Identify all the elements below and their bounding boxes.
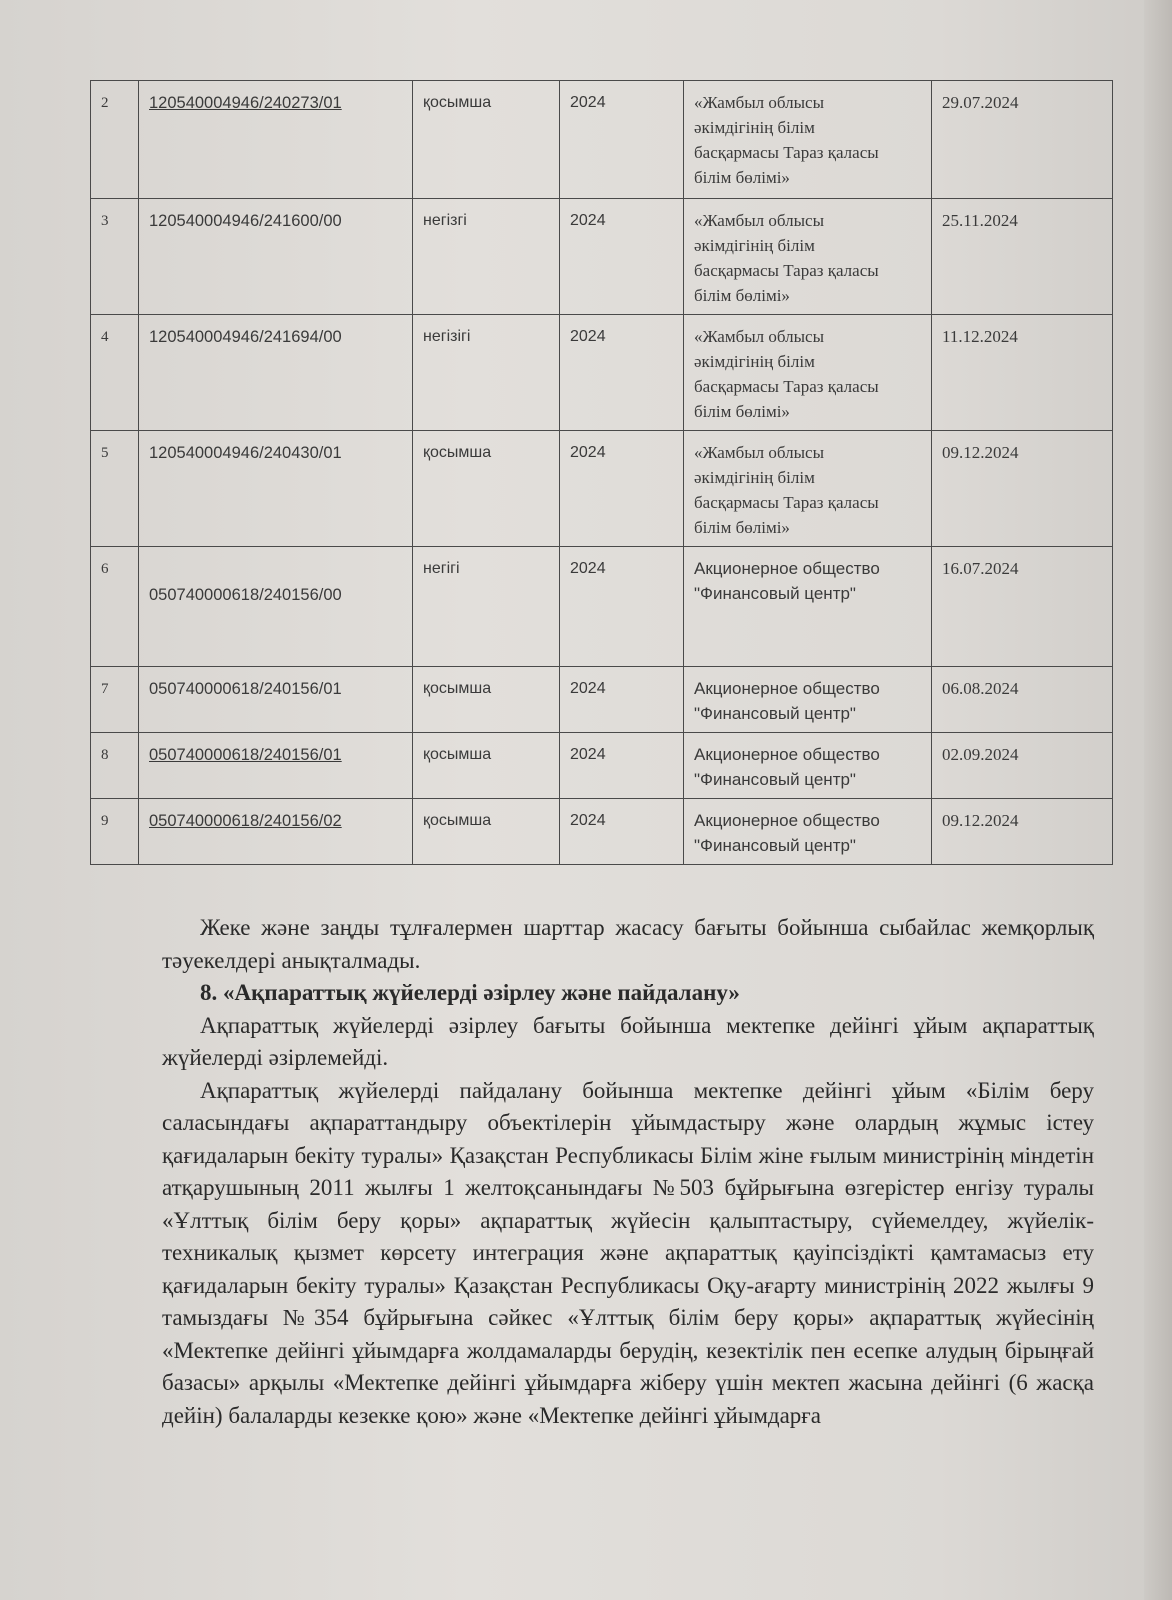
organization-line: «Жамбыл облысы xyxy=(694,211,825,230)
organization-line: әкімдігінің білім xyxy=(694,118,815,137)
organization-line: "Финансовый центр" xyxy=(694,836,856,855)
table-row xyxy=(91,547,1113,667)
organization-line: «Жамбыл облысы xyxy=(694,93,825,112)
year-cell: 2024 xyxy=(560,199,684,315)
date-cell: 09.12.2024 xyxy=(932,799,1113,865)
contract-id: 050740000618/240156/00 xyxy=(149,586,342,604)
organization-cell xyxy=(684,199,932,315)
organization-line: Акционерное общество xyxy=(694,559,880,578)
year-cell: 2024 xyxy=(560,81,684,199)
organization-cell xyxy=(684,547,932,667)
row-number-cell: 8 xyxy=(91,733,139,799)
organization-line: Акционерное общество xyxy=(694,679,880,698)
contract-id: 050740000618/240156/01 xyxy=(149,746,342,764)
contract-id-cell xyxy=(139,199,413,315)
date-cell: 09.12.2024 xyxy=(932,431,1113,547)
contract-type-cell: қосымша xyxy=(413,733,560,799)
organization-cell xyxy=(684,431,932,547)
year-cell: 2024 xyxy=(560,799,684,865)
contract-id: 120540004946/240273/01 xyxy=(149,94,342,112)
organization-line: білім бөлімі» xyxy=(694,518,790,537)
year-cell: 2024 xyxy=(560,315,684,431)
organization-line: білім бөлімі» xyxy=(694,168,790,187)
year-cell: 2024 xyxy=(560,733,684,799)
page-edge xyxy=(1144,0,1172,1600)
row-number-cell: 7 xyxy=(91,667,139,733)
row-number-cell: 3 xyxy=(91,199,139,315)
table-row xyxy=(91,667,1113,733)
table-row xyxy=(91,733,1113,799)
contract-id: 050740000618/240156/02 xyxy=(149,812,342,830)
organization-line: Акционерное общество xyxy=(694,811,880,830)
table-row xyxy=(91,199,1113,315)
table-row xyxy=(91,81,1113,199)
row-number-cell: 9 xyxy=(91,799,139,865)
contract-type-cell: қосымша xyxy=(413,81,560,199)
contract-id: 050740000618/240156/01 xyxy=(149,680,342,698)
contract-id-cell xyxy=(139,81,413,199)
paragraph-development: Ақпараттық жүйелерді әзірлеу бағыты бойынша мектепке дейінгі ұйым ақпараттық жүйелерді әзірлемейді. xyxy=(162,1012,1094,1070)
contract-id: 120540004946/240430/01 xyxy=(149,444,342,462)
paragraph-contracts-conclusion: Жеке және заңды тұлғалермен шарттар жасасу бағыты бойынша сыбайлас жемқорлық тәуекелдері анықталмады. xyxy=(162,915,1094,973)
date-cell: 25.11.2024 xyxy=(932,199,1113,315)
organization-line: білім бөлімі» xyxy=(694,286,790,305)
date-cell: 06.08.2024 xyxy=(932,667,1113,733)
contract-id: 120540004946/241600/00 xyxy=(149,212,342,230)
date-cell: 16.07.2024 xyxy=(932,547,1113,667)
organization-line: басқармасы Тараз қаласы xyxy=(694,261,879,280)
organization-line: әкімдігінің білім xyxy=(694,352,815,371)
organization-line: білім бөлімі» xyxy=(694,402,790,421)
contract-id-cell xyxy=(139,547,413,667)
contracts-table-body xyxy=(91,81,1113,865)
organization-line: басқармасы Тараз қаласы xyxy=(694,493,879,512)
organization-line: "Финансовый центр" xyxy=(694,704,856,723)
contract-id-cell xyxy=(139,315,413,431)
contract-type-cell: қосымша xyxy=(413,431,560,547)
organization-line: әкімдігінің білім xyxy=(694,236,815,255)
organization-cell xyxy=(684,315,932,431)
organization-line: «Жамбыл облысы xyxy=(694,327,825,346)
organization-line: Акционерное общество xyxy=(694,745,880,764)
contract-id-cell xyxy=(139,733,413,799)
contract-type-cell: негізгі xyxy=(413,199,560,315)
row-number-cell: 2 xyxy=(91,81,139,199)
date-cell: 02.09.2024 xyxy=(932,733,1113,799)
contract-type-cell: негігі xyxy=(413,547,560,667)
organization-line: "Финансовый центр" xyxy=(694,770,856,789)
date-cell: 29.07.2024 xyxy=(932,81,1113,199)
row-number-cell: 4 xyxy=(91,315,139,431)
organization-line: «Жамбыл облысы xyxy=(694,443,825,462)
contract-id-cell xyxy=(139,667,413,733)
organization-line: "Финансовый центр" xyxy=(694,584,856,603)
date-cell: 11.12.2024 xyxy=(932,315,1113,431)
paragraph-usage: Ақпараттық жүйелерді пайдалану бойынша мектепке дейінгі ұйым «Білім беру саласындағы ақпараттандыру объектілерін ұйымдастыру және олардың жұмыс істеу қағидаларын бекіту туралы» Қазақстан Республикасы Білім жіне ғылым министрінің міндетін атқарушының 2011 жылғы 1 желтоқсанындағы №503 бұйрығына өзгерістер енгізу туралы «Ұлттық білім беру қоры» ақпараттық жүйесін қалыптастыру, сүйемелдеу, жүйелік-техникалық қызмет көрсету интеграция және ақпараттық қауіпсіздікті қамтамасыз ету қағидаларын бекіту туралы» Қазақстан Республикасы Оқу-ағарту министрінің 2022 жылғы 9 тамыздағы №354 бұйрығына сәйкес «Ұлттық білім беру қоры» ақпараттық жүйесінің «Мектепке дейінгі ұйымдарға жолдамаларды берудің, кезектілік пен есепке алудың бірыңғай базасы» арқылы «Мектепке дейінгі ұйымдарға жіберу үшін мектеп жасына дейінгі (6 жасқа дейін) балаларды кезекке қою» және «Мектепке дейінгі ұйымдарға xyxy=(162,1077,1094,1428)
organization-cell xyxy=(684,799,932,865)
contract-id: 120540004946/241694/00 xyxy=(149,328,342,346)
table-row xyxy=(91,431,1113,547)
year-cell: 2024 xyxy=(560,431,684,547)
year-cell: 2024 xyxy=(560,547,684,667)
organization-cell xyxy=(684,81,932,199)
row-number-cell: 5 xyxy=(91,431,139,547)
contracts-table xyxy=(90,80,1113,865)
organization-line: басқармасы Тараз қаласы xyxy=(694,377,879,396)
organization-line: әкімдігінің білім xyxy=(694,468,815,487)
body-text xyxy=(162,912,1094,1432)
organization-cell xyxy=(684,667,932,733)
year-cell: 2024 xyxy=(560,667,684,733)
contract-type-cell: негізігі xyxy=(413,315,560,431)
contract-type-cell: қосымша xyxy=(413,799,560,865)
contract-id-cell xyxy=(139,431,413,547)
table-row xyxy=(91,799,1113,865)
row-number-cell: 6 xyxy=(91,547,139,667)
organization-cell xyxy=(684,733,932,799)
section-heading-8: 8. «Ақпараттық жүйелерді әзірлеу және пайдалану» xyxy=(200,980,740,1005)
contract-id-cell xyxy=(139,799,413,865)
contract-type-cell: қосымша xyxy=(413,667,560,733)
table-row xyxy=(91,315,1113,431)
organization-line: басқармасы Тараз қаласы xyxy=(694,143,879,162)
